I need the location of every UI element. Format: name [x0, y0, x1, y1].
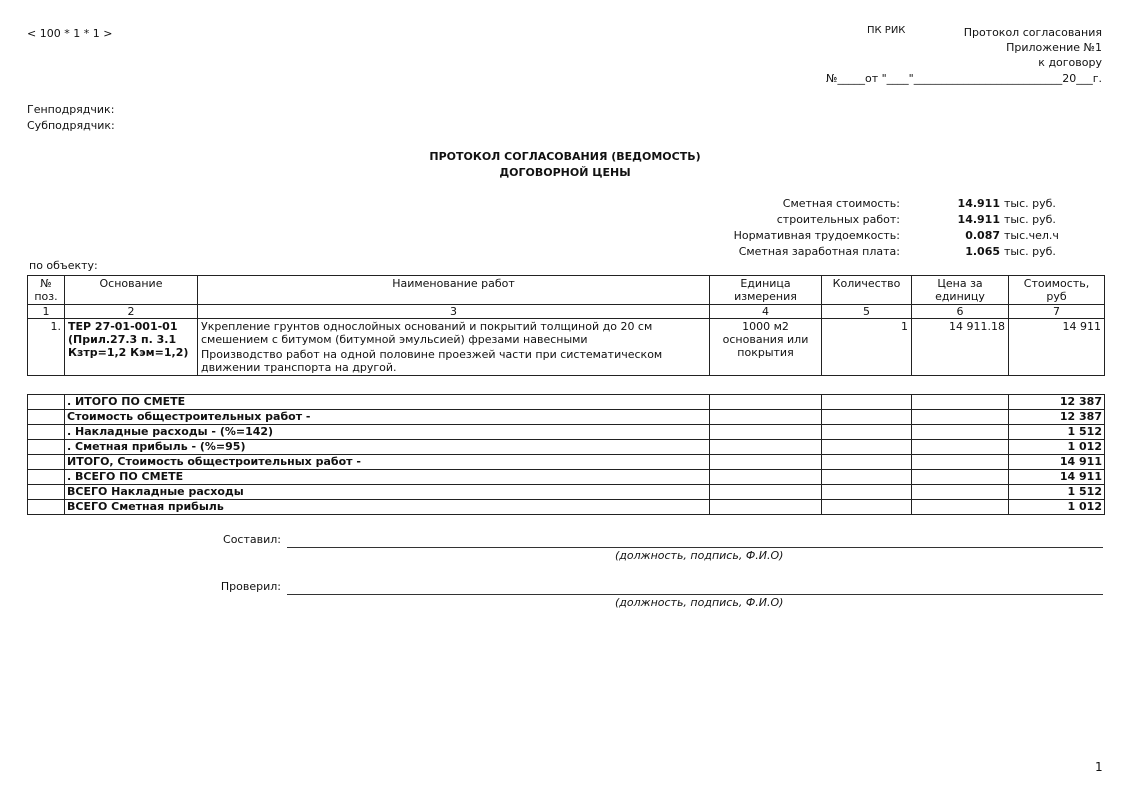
- compiled-by-hint: (должность, подпись, Ф.И.О): [615, 549, 784, 562]
- column-number: 4: [710, 305, 822, 319]
- column-header: Стоимость, руб: [1009, 276, 1105, 305]
- summary-label: строительных работ:: [776, 213, 900, 226]
- summary-unit: тыс.чел.ч: [1004, 229, 1059, 242]
- summary-label: Нормативная трудоемкость:: [733, 229, 900, 242]
- totals-value: 12 387: [1009, 410, 1105, 425]
- object-label: по объекту:: [29, 259, 98, 272]
- row-cost: 14 911: [1009, 319, 1105, 376]
- column-number: 7: [1009, 305, 1105, 319]
- row-basis: ТЕР 27-01-001-01 (Прил.27.3 п. 3.1 Кзтр=1,2 Кэм=1,2): [65, 319, 198, 376]
- totals-label: Стоимость общестроительных работ -: [65, 410, 710, 425]
- checked-by-hint: (должность, подпись, Ф.И.О): [615, 596, 784, 609]
- totals-row: [28, 485, 1105, 500]
- header-line-3: к договору: [1038, 56, 1102, 69]
- totals-label: ИТОГО, Стоимость общестроительных работ -: [65, 455, 710, 470]
- summary-unit: тыс. руб.: [1004, 245, 1056, 258]
- totals-row: [28, 470, 1105, 485]
- program-name: ПК РИК: [867, 25, 906, 36]
- totals-row: [28, 425, 1105, 440]
- totals-label: ВСЕГО Сметная прибыль: [65, 500, 710, 515]
- column-number: 5: [822, 305, 912, 319]
- estimate-table: [27, 275, 1105, 376]
- row-position: 1.: [28, 319, 65, 376]
- column-number: 2: [65, 305, 198, 319]
- totals-value: 1 512: [1009, 425, 1105, 440]
- column-number: 6: [912, 305, 1009, 319]
- checked-by-signature-line: [287, 594, 1103, 595]
- totals-label: . ВСЕГО ПО СМЕТЕ: [65, 470, 710, 485]
- totals-value: 14 911: [1009, 470, 1105, 485]
- table-row: [28, 319, 1105, 376]
- summary-value: 14.911: [957, 213, 1000, 226]
- header-line-1: Протокол согласования: [963, 26, 1102, 39]
- summary-value: 14.911: [957, 197, 1000, 210]
- summary-label: Сметная заработная плата:: [738, 245, 900, 258]
- summary-unit: тыс. руб.: [1004, 197, 1056, 210]
- general-contractor-label: Генподрядчик:: [27, 103, 115, 116]
- column-header: Наименование работ: [198, 276, 710, 305]
- totals-value: 1 012: [1009, 440, 1105, 455]
- totals-label: ВСЕГО Накладные расходы: [65, 485, 710, 500]
- row-work-name: Укрепление грунтов однослойных оснований и покрытий толщиной до 20 см смешением с битумом (битумной эмульсией) фрезами навесными: [201, 320, 653, 346]
- page-number: 1: [1095, 760, 1103, 774]
- column-header: № поз.: [28, 276, 65, 305]
- totals-row: [28, 500, 1105, 515]
- row-unit: 1000 м2 основания или покрытия: [710, 319, 822, 376]
- summary-label: Сметная стоимость:: [782, 197, 900, 210]
- document-code: < 100 * 1 * 1 >: [27, 27, 113, 40]
- header-line-2: Приложение №1: [1006, 41, 1102, 54]
- column-number: 3: [198, 305, 710, 319]
- column-header: Цена за единицу: [912, 276, 1009, 305]
- summary-value: 1.065: [965, 245, 1000, 258]
- compiled-by-signature-line: [287, 547, 1103, 548]
- compiled-by-label: Составил:: [223, 533, 281, 546]
- subcontractor-label: Субподрядчик:: [27, 119, 115, 132]
- totals-value: 1 012: [1009, 500, 1105, 515]
- row-work-note: Производство работ на одной половине проезжей части при систематическом движении транспорта на другой.: [201, 348, 663, 374]
- column-header: Единица измерения: [710, 276, 822, 305]
- totals-row: [28, 395, 1105, 410]
- document-subtitle: ДОГОВОРНОЙ ЦЕНЫ: [499, 166, 631, 179]
- row-work-name-cell: [198, 319, 710, 376]
- totals-label: . Накладные расходы - (%=142): [65, 425, 710, 440]
- totals-value: 12 387: [1009, 395, 1105, 410]
- row-quantity: 1: [822, 319, 912, 376]
- summary-value: 0.087: [965, 229, 1000, 242]
- contract-number-line: №_____от "____"___________________________20___г.: [826, 72, 1102, 85]
- totals-table: [27, 394, 1105, 515]
- totals-value: 14 911: [1009, 455, 1105, 470]
- summary-unit: тыс. руб.: [1004, 213, 1056, 226]
- totals-value: 1 512: [1009, 485, 1105, 500]
- row-unit-price: 14 911.18: [912, 319, 1009, 376]
- totals-label: . Сметная прибыль - (%=95): [65, 440, 710, 455]
- document-title: ПРОТОКОЛ СОГЛАСОВАНИЯ (ВЕДОМОСТЬ): [429, 150, 701, 163]
- totals-row: [28, 440, 1105, 455]
- totals-label: . ИТОГО ПО СМЕТЕ: [65, 395, 710, 410]
- column-header: Основание: [65, 276, 198, 305]
- column-number-row: [28, 305, 1105, 319]
- column-header: Количество: [822, 276, 912, 305]
- table-header-row: [28, 276, 1105, 305]
- totals-row: [28, 410, 1105, 425]
- totals-row: [28, 455, 1105, 470]
- checked-by-label: Проверил:: [220, 580, 281, 593]
- column-number: 1: [28, 305, 65, 319]
